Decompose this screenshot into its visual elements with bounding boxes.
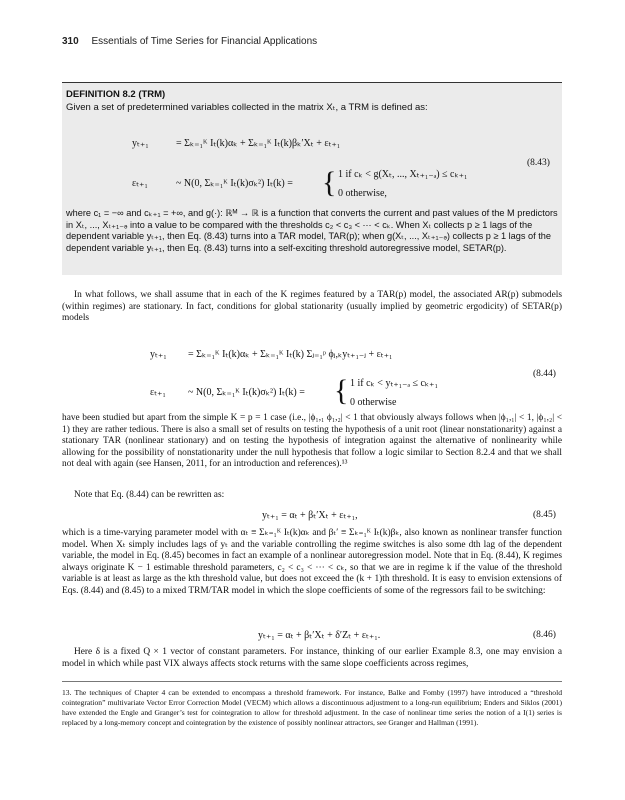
paragraph-1: In what follows, we shall assume that in each of the K regimes featured by a TAR(p) model, the associated AR(p) submodels (within regimes) are stationary. In fact, conditions for global stationarity (usually implied by geometric ergodicity) of SETAR(p) models — [62, 290, 562, 324]
running-header — [62, 36, 317, 47]
eq43-case2: 0 otherwise, — [338, 188, 387, 199]
footnote-13: 13. The techniques of Chapter 4 can be extended to encompass a threshold framework. For instance, Balke and Fomby (1997) have introduced a “threshold cointegration” multivariate Vector Error Correction Model (VECM) which allows a discontinuous adjustment to a long-run equilibrium; Enders and Siklos (2001) have extended the Engle and Granger’s test for cointegration to allow for threshold adjustment. In the case of nonlinear time series the notion of a I(1) series is replaced by a long-memory concept and cointegration by the existence of possibly nonlinear attractors, see Granger and Hallman (1991). — [62, 688, 562, 727]
eq44-lhs1: yₜ₊₁ — [150, 349, 167, 360]
eq44-case2: 0 otherwise — [350, 397, 397, 408]
eq43-case1: 1 if cₖ < g(Xₜ, ..., Xₜ₊₁₋ₔ) ≤ cₖ₊₁ — [338, 169, 468, 180]
paragraph-3: Note that Eq. (8.44) can be rewritten as: — [74, 490, 225, 500]
paragraph-5: Here δ is a fixed Q × 1 vector of constant parameters. For instance, thinking of our earlier Example 8.3, one may envision a model in which while past VIX always affects stock returns with the same slope coefficients across regimes, — [62, 647, 562, 669]
eq45-number: (8.45) — [533, 510, 556, 520]
eq43-lhs1: yₜ₊₁ — [132, 138, 149, 149]
definition-text: where c₁ = −∞ and cₖ₊₁ = +∞, and g(·): ℝᴹ → ℝ is a function that converts the current and past values of the M predictors in Xₜ, ..., Xₜ₊₁₋ₔ into a value to be compared with the thresholds c₂ < c₃ < ⋯ < cₖ. When Xₜ collects p ≥ 1 lags of the dependent variable yₜ₊₁, then Eq. (8.43) turns into a TAR model, TAR(p); when g(Xₜ, ..., Xₜ₊₁₋ₔ) collects p ≥ 1 lags of the dependent variable yₜ₊₁, then Eq. (8.43) turns into a self-exciting threshold autoregressive model, SETAR(p). — [66, 208, 558, 253]
page-number: 310 — [62, 36, 79, 47]
eq44-rhs2: ~ N(0, Σₖ₌₁ᴷ Iₜ(k)σₖ²) Iₜ(k) = — [188, 387, 305, 398]
eq43-lhs2: εₜ₊₁ — [132, 178, 148, 189]
footnote-rule — [62, 681, 562, 682]
eq44-lhs2: εₜ₊₁ — [150, 387, 166, 398]
book-title: Essentials of Time Series for Financial Applications — [91, 36, 318, 47]
eq43-rhs2: ~ N(0, Σₖ₌₁ᴷ Iₜ(k)σₖ²) Iₜ(k) = — [176, 178, 293, 189]
eq43-brace: { — [322, 166, 337, 199]
eq43-number: (8.43) — [527, 158, 550, 168]
eq43-rhs1: = Σₖ₌₁ᴷ Iₜ(k)αₖ + Σₖ₌₁ᴷ Iₜ(k)βₖ′Xₜ + εₜ₊₁ — [176, 138, 341, 149]
definition-intro: Given a set of predetermined variables collected in the matrix Xₜ, a TRM is defined as: — [66, 102, 428, 113]
eq44-rhs1: = Σₖ₌₁ᴷ Iₜ(k)αₖ + Σₖ₌₁ᴷ Iₜ(k) Σⱼ₌₁ᵖ ϕⱼ,ₖyₜ₊₁₋ⱼ + εₜ₊₁ — [188, 349, 393, 360]
eq44-brace: { — [334, 374, 349, 407]
eq44-number: (8.44) — [533, 369, 556, 379]
eq46-number: (8.46) — [533, 630, 556, 640]
definition-title: DEFINITION 8.2 (TRM) — [66, 89, 166, 100]
paragraph-2: have been studied but apart from the simple K = p = 1 case (i.e., |ϕ₁,₁ ϕ₁,₂| < 1 that obviously always follows when |ϕ₁,₁| < 1, |ϕ₁,₂| < 1) they are rather tedious. There is also a small set of results on testing the hypothesis of a unit root (linear nonstationarity) against a stationary TAR (nonlinear stationary) and on testing the hypothesis of integration against the alternative of nonlinearity while allowing for the possibility of nonstationarity under the null hypothesis that follow a logic similar to Section 8.2.4 and that we shall not deal with again (see Hansen, 2011, for an introduction and references).¹³ — [62, 413, 562, 470]
eq46: yₜ₊₁ = αₜ + βₜ′Xₜ + δ′Zₜ + εₜ₊₁. — [258, 630, 381, 641]
eq44-case1: 1 if cₖ < yₜ₊₁₋ₔ ≤ cₖ₊₁ — [350, 378, 438, 389]
eq45: yₜ₊₁ = αₜ + βₜ′Xₜ + εₜ₊₁, — [262, 510, 358, 521]
paragraph-4: which is a time-varying parameter model with αₜ ≡ Σₖ₌₁ᴷ Iₜ(k)αₖ and βₜ′ ≡ Σₖ₌₁ᴷ Iₜ(k)βₖ, also known as nonlinear transfer function model. When Xₜ simply includes lags of yₜ and the variable controlling the regime switches is also some dth lag of the dependent variable, the model in Eq. (8.45) becomes in fact an example of a nonlinear autoregression model. Note that in Eq. (8.44), K regimes always originate K − 1 estimable threshold parameters, c₂ < c₃ < ⋯ < cₖ, so that we are in regime k if the value of the threshold variable is at least as large as the kth threshold value, but does not exceed the (k + 1)th threshold. It is easy to envision extensions of Eqs. (8.44) and (8.45) to a mixed TRM/TAR model in which the slope coefficients of some of the regressors fail to be switching: — [62, 528, 562, 596]
